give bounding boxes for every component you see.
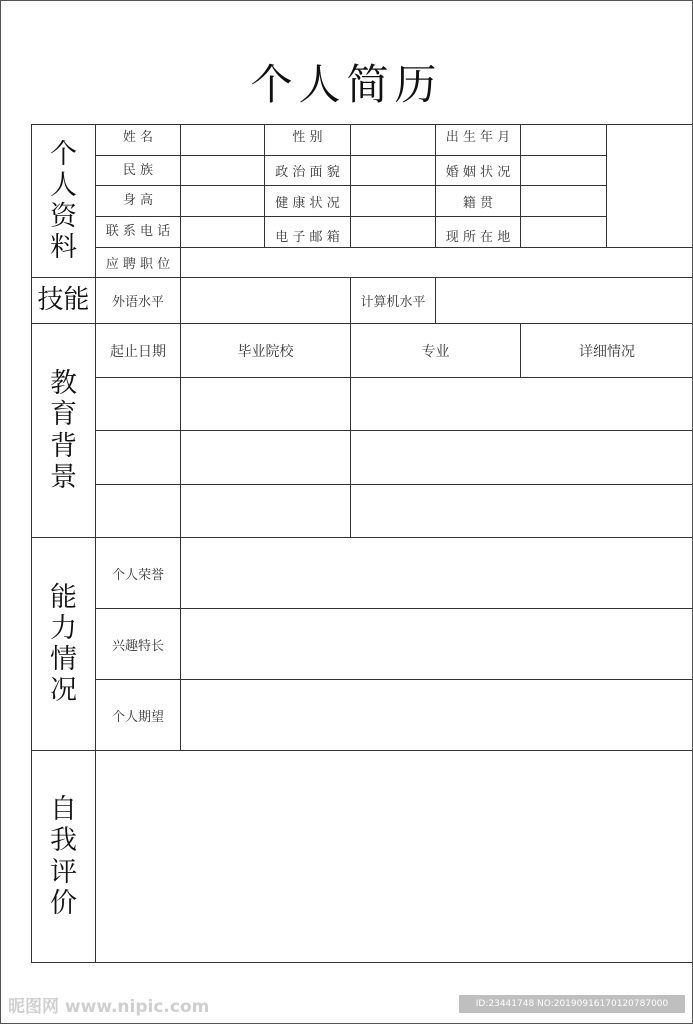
label-current-location: 现 所 在 地 <box>445 229 511 245</box>
current-location-field[interactable] <box>521 217 606 247</box>
education-row[interactable] <box>96 378 693 430</box>
label-applied-position: 应 聘 职 位 <box>105 256 171 272</box>
label-gender: 性 别 <box>292 129 323 145</box>
watermark-site-text: 昵图网 www.nipic.com <box>8 996 210 1017</box>
label-phone: 联 系 电 话 <box>105 223 171 239</box>
label-honors: 个人荣誉 <box>111 567 164 583</box>
watermark-id: ID:23441748 NO:20190916170120787000 <box>459 995 685 1013</box>
marital-status-field[interactable] <box>521 156 606 185</box>
expectation-field[interactable] <box>181 680 693 750</box>
birth-date-field[interactable] <box>521 125 606 155</box>
section-personal-info: 个人资料 <box>50 138 77 264</box>
section-ability: 能力情况 <box>50 581 77 707</box>
label-computer-level: 计算机水平 <box>360 295 426 310</box>
photo-area[interactable] <box>607 125 693 247</box>
label-expectation: 个人期望 <box>111 709 164 725</box>
native-place-field[interactable] <box>521 186 606 216</box>
honors-field[interactable] <box>181 538 693 608</box>
education-row[interactable] <box>96 485 693 537</box>
label-health: 健 康 状 况 <box>275 195 340 211</box>
computer-level-field[interactable] <box>436 278 693 323</box>
label-email: 电 子 邮 箱 <box>275 229 340 245</box>
education-row[interactable] <box>96 431 693 484</box>
label-language-level: 外语水平 <box>111 295 164 310</box>
header-details: 详细情况 <box>579 343 635 360</box>
header-school: 毕业院校 <box>237 343 294 360</box>
email-field[interactable] <box>351 217 435 247</box>
self-evaluation-field[interactable] <box>96 751 693 962</box>
label-birth-date: 出 生 年 月 <box>445 129 511 145</box>
applied-position-field[interactable] <box>181 248 693 277</box>
section-education: 教育背景 <box>50 368 77 493</box>
language-level-field[interactable] <box>181 278 350 323</box>
name-field[interactable] <box>181 125 264 155</box>
label-marital-status: 婚 姻 状 况 <box>445 165 511 180</box>
gender-field[interactable] <box>351 125 435 155</box>
label-name: 姓 名 <box>122 129 154 145</box>
phone-field[interactable] <box>181 217 264 247</box>
section-self-evaluation: 自我评价 <box>50 794 77 919</box>
header-period: 起止日期 <box>110 343 166 360</box>
political-status-field[interactable] <box>351 156 435 185</box>
label-ethnicity: 民 族 <box>122 162 154 178</box>
label-native-place: 籍 贯 <box>462 195 494 211</box>
height-field[interactable] <box>181 186 264 216</box>
page-title: 个人简历 <box>250 60 443 109</box>
header-major: 专业 <box>421 343 450 360</box>
label-political-status: 政 治 面 貌 <box>275 165 340 180</box>
label-interests: 兴趣特长 <box>111 638 164 654</box>
label-height: 身 高 <box>122 192 154 208</box>
watermark-site <box>8 990 209 1018</box>
ethnicity-field[interactable] <box>181 156 264 185</box>
section-skills: 技能 <box>37 284 90 315</box>
health-field[interactable] <box>351 186 435 216</box>
interests-field[interactable] <box>181 609 693 679</box>
